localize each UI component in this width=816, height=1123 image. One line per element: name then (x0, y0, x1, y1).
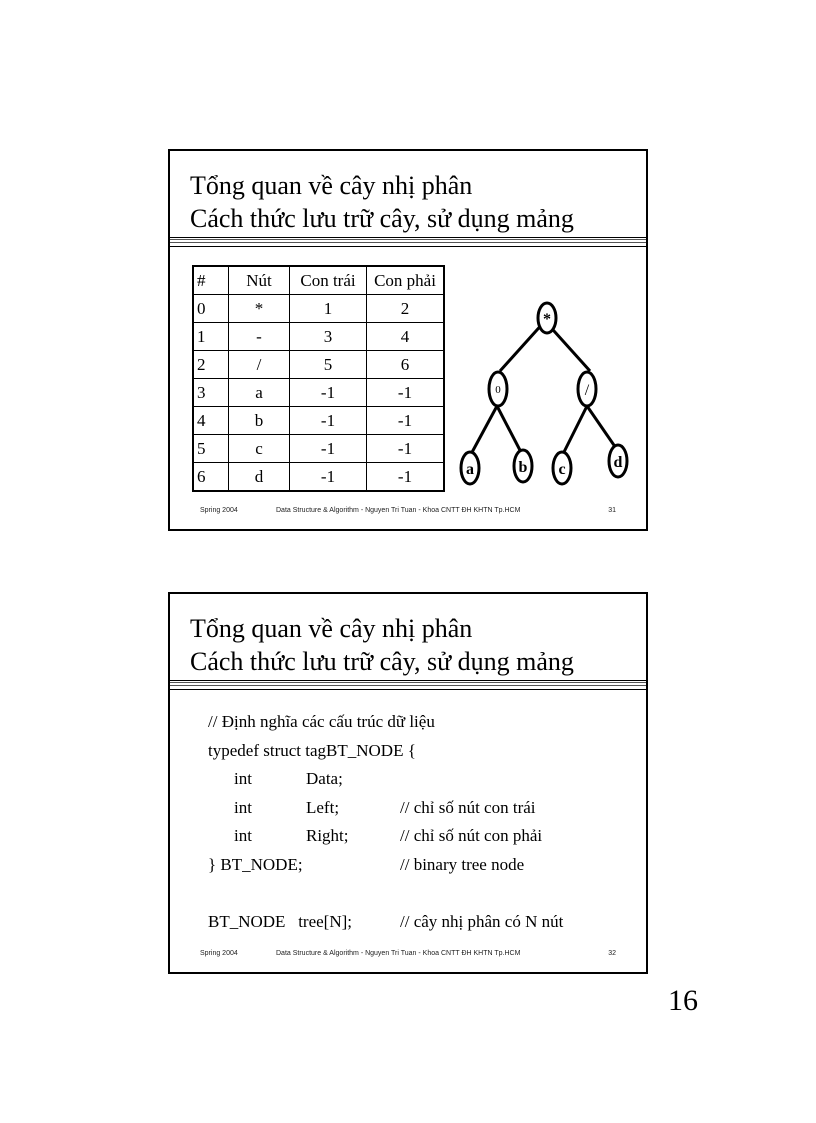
code-field: Right; (306, 826, 349, 846)
cell: 0 (193, 295, 229, 323)
title-line-2: Cách thức lưu trữ cây, sử dụng mảng (190, 647, 574, 676)
code-type: int (234, 797, 252, 817)
footer-date: Spring 2004 (200, 507, 238, 514)
title-divider (170, 237, 646, 247)
table-row (193, 295, 444, 323)
cell: -1 (290, 407, 367, 435)
page-number: 16 (668, 984, 698, 1017)
tree-edge (470, 406, 497, 456)
footer-slide-number: 31 (608, 507, 616, 514)
node-label-a: a (466, 461, 474, 478)
code-field: Left; (306, 797, 340, 817)
cell: 4 (193, 407, 229, 435)
slide-31 (168, 149, 648, 531)
table-row (193, 435, 444, 463)
code-type: int (234, 826, 252, 846)
cell: 6 (193, 463, 229, 492)
slide-32 (168, 592, 648, 974)
code-comment: // chỉ số nút con phải (400, 826, 543, 846)
title-line-1: Tổng quan về cây nhị phân (190, 614, 473, 643)
slide-footer (170, 950, 646, 964)
header-index: # (193, 266, 229, 295)
cell: c (229, 435, 290, 463)
title-line-2: Cách thức lưu trữ cây, sử dụng mảng (190, 204, 574, 233)
code-comment: // binary tree node (400, 854, 525, 874)
table-row (193, 379, 444, 407)
footer-course: Data Structure & Algorithm - Nguyen Tri Tuan - Khoa CNTT ĐH KHTN Tp.HCM (276, 507, 521, 514)
header-left-child: Con trái (290, 266, 367, 295)
tree-edge (497, 406, 523, 456)
node-label-left: 0 (495, 384, 501, 396)
array-table (192, 265, 445, 492)
cell: 2 (193, 351, 229, 379)
code-field: Data; (306, 769, 343, 789)
code-text: } BT_NODE; (208, 854, 303, 874)
tree-edge (562, 406, 587, 456)
node-label-root: * (543, 311, 551, 328)
cell: 6 (367, 351, 445, 379)
title-line-1: Tổng quan về cây nhị phân (190, 171, 473, 200)
cell: - (229, 323, 290, 351)
table-row (193, 323, 444, 351)
slide-title (190, 612, 574, 678)
cell: * (229, 295, 290, 323)
title-divider (170, 680, 646, 690)
cell: 5 (193, 435, 229, 463)
code-text: typedef struct tagBT_NODE { (208, 740, 416, 760)
cell: a (229, 379, 290, 407)
node-label-d: d (613, 454, 623, 471)
tree-edge (587, 406, 618, 451)
table-row (193, 463, 444, 492)
cell: -1 (367, 379, 445, 407)
cell: 3 (193, 379, 229, 407)
table-row (193, 351, 444, 379)
cell: -1 (290, 435, 367, 463)
header-right-child: Con phải (367, 266, 445, 295)
node-label-c: c (558, 461, 566, 478)
binary-tree-diagram (450, 291, 640, 491)
slide-footer (170, 507, 646, 521)
cell: 1 (193, 323, 229, 351)
cell: b (229, 407, 290, 435)
footer-slide-number: 32 (608, 950, 616, 957)
node-label-right: / (584, 382, 590, 399)
node-label-b: b (518, 459, 528, 476)
slide-title (190, 169, 574, 235)
cell: -1 (367, 407, 445, 435)
cell: 2 (367, 295, 445, 323)
code-type: int (234, 769, 252, 789)
cell: 3 (290, 323, 367, 351)
cell: -1 (290, 463, 367, 492)
code-comment: // chỉ số nút con trái (400, 797, 536, 817)
table-header-row (193, 266, 444, 295)
cell: 5 (290, 351, 367, 379)
tree-edge (500, 321, 545, 371)
cell: / (229, 351, 290, 379)
code-comment: // Định nghĩa các cấu trúc dữ liệu (208, 712, 435, 731)
code-comment: // cây nhị phân có N nút (400, 912, 564, 932)
cell: -1 (367, 463, 445, 492)
table-row (193, 407, 444, 435)
header-node: Nút (229, 266, 290, 295)
cell: 1 (290, 295, 367, 323)
cell: -1 (367, 435, 445, 463)
cell: d (229, 463, 290, 492)
cell: 4 (367, 323, 445, 351)
code-text: BT_NODE tree[N]; (208, 912, 352, 932)
footer-date: Spring 2004 (200, 950, 238, 957)
cell: -1 (290, 379, 367, 407)
footer-course: Data Structure & Algorithm - Nguyen Tri Tuan - Khoa CNTT ĐH KHTN Tp.HCM (276, 950, 521, 957)
